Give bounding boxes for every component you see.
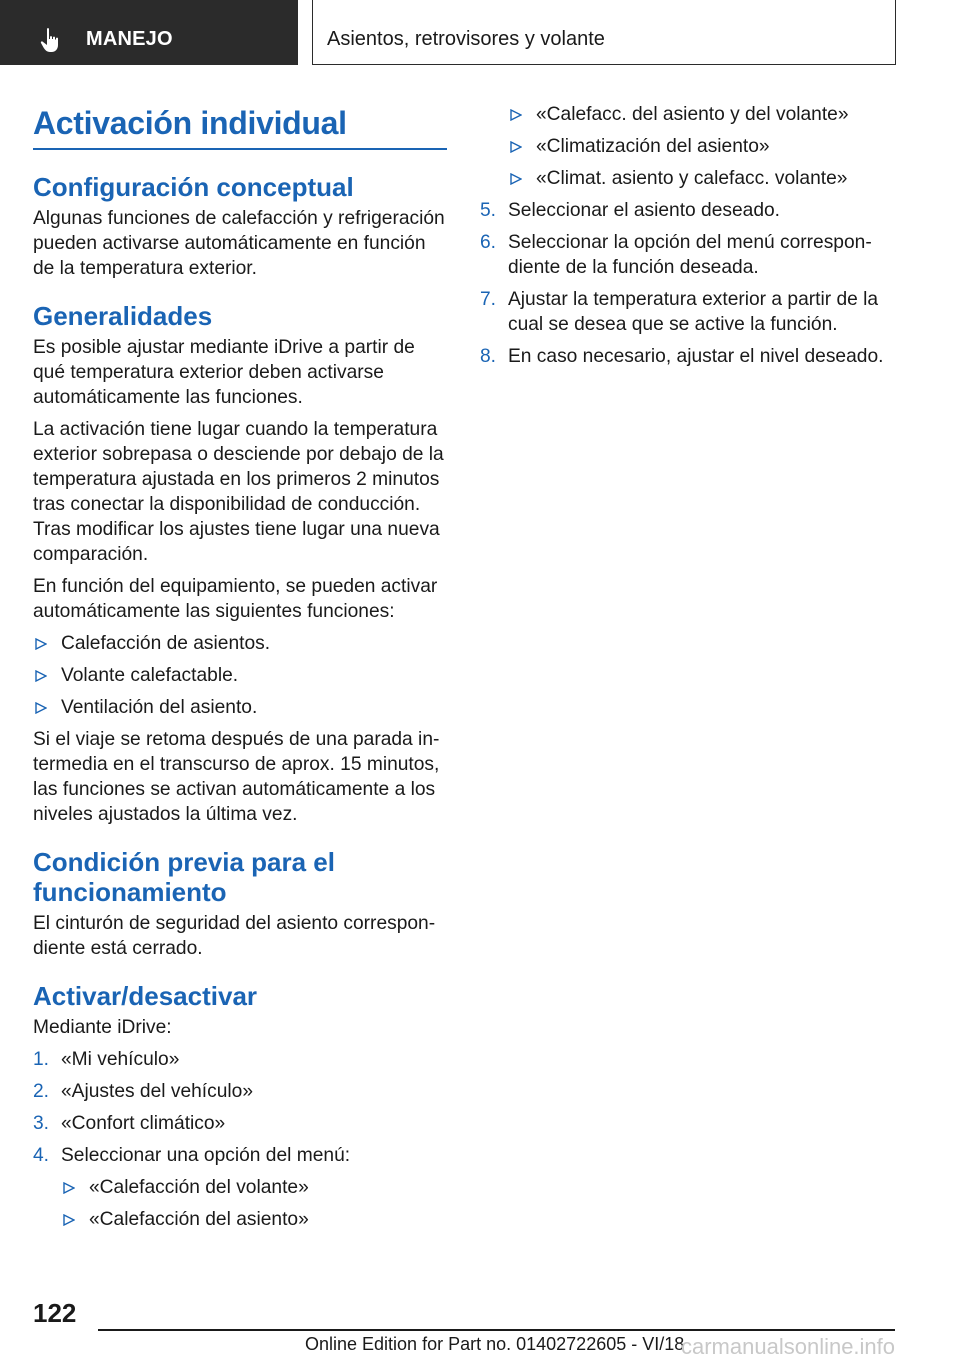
page-title: Activación individual: [33, 105, 347, 141]
triangle-bullet-icon: [63, 1182, 75, 1194]
list-item: «Calefacción del asiento»: [33, 1207, 449, 1232]
steering-hand-icon: [40, 27, 64, 53]
step-number: 1.: [33, 1049, 50, 1070]
step-number: 4.: [33, 1145, 50, 1166]
step-number: 2.: [33, 1081, 50, 1102]
step-item: 5. Seleccionar el asiento deseado.: [480, 200, 781, 221]
auto-function-list: [33, 631, 449, 720]
menu-options-left: [33, 1175, 449, 1232]
triangle-bullet-icon: [35, 638, 47, 650]
toggle-intro: Mediante iDrive:: [33, 1017, 172, 1038]
triangle-bullet-icon: [35, 670, 47, 682]
general-p2: La activación tiene lugar cuando la temperatura exterior sobrepasa o desciende por debajo de la temperatura ajustada en los primeros 2 minutos tras conectar la disponibilidad de conducción. Tras modificar los ajustes tiene lugar una nueva comparación.: [33, 419, 444, 565]
general-p4: Si el viaje se retoma después de una parada intermedia en el transcurso de aprox. 15 minutos, las funciones se activan automáticamente a los niveles ajustados la última vez.: [33, 729, 440, 825]
triangle-bullet-icon: [510, 109, 522, 121]
step-number: 6.: [480, 232, 497, 253]
header-section-tab: [0, 0, 298, 65]
step-item: 4. Seleccionar una opción del menú:: [33, 1145, 351, 1166]
idrive-steps-right: [480, 198, 900, 369]
right-column: [480, 102, 900, 369]
idrive-steps-left: [33, 1047, 449, 1168]
step-number: 5.: [480, 200, 497, 221]
edition-note: Online Edition for Part no. 01402722605 - VI/18: [305, 1334, 685, 1354]
footer-rule: [98, 1329, 895, 1331]
step-item: 6. Seleccionar la opción del menú correspondiente de la función deseada.: [480, 232, 872, 278]
list-item: Ventilación del asiento.: [33, 695, 449, 720]
triangle-bullet-icon: [510, 141, 522, 153]
step-item: 7. Ajustar la temperatura exterior a partir de la cual se desea que se active la función.: [480, 289, 879, 335]
list-item: Volante calefactable.: [33, 663, 449, 688]
list-item: Calefacción de asientos.: [33, 631, 449, 656]
triangle-bullet-icon: [510, 173, 522, 185]
watermark: carmanualsonline.info: [681, 1334, 896, 1359]
triangle-bullet-icon: [35, 702, 47, 714]
step-item: 2. «Ajustes del vehículo»: [33, 1081, 253, 1102]
heading-prereq: Condición previa para el funcionamiento: [33, 847, 335, 907]
step-item: 3. «Confort climático»: [33, 1113, 226, 1134]
left-column: [33, 102, 449, 1232]
title-rule: [33, 148, 447, 150]
list-item: «Climat. asiento y calefacc. volante»: [480, 166, 900, 191]
general-p3: En función del equipamiento, se pueden activar automáticamente las siguientes funciones:: [33, 576, 438, 622]
heading-toggle: Activar/desactivar: [33, 981, 258, 1011]
step-number: 3.: [33, 1113, 50, 1134]
heading-concept: Configuración conceptual: [33, 172, 354, 202]
step-number: 8.: [480, 346, 497, 367]
heading-general: Generalidades: [33, 301, 213, 331]
menu-options-right: [480, 102, 900, 191]
list-item: «Calefacc. del asiento y del volante»: [480, 102, 900, 127]
chapter-title: Asientos, retrovisores y volante: [327, 28, 605, 50]
general-p1: Es posible ajustar mediante iDrive a partir de qué temperatura exterior deben activarse automáticamente las funciones.: [33, 337, 415, 408]
step-item: 8. En caso necesario, ajustar el nivel deseado.: [480, 346, 884, 367]
list-item: «Climatización del asiento»: [480, 134, 900, 159]
triangle-bullet-icon: [63, 1214, 75, 1226]
step-number: 7.: [480, 289, 497, 310]
prereq-text: El cinturón de seguridad del asiento correspondiente está cerrado.: [33, 913, 436, 959]
page-number: 122: [33, 1298, 77, 1328]
list-item: «Calefacción del volante»: [33, 1175, 449, 1200]
section-label: MANEJO: [86, 28, 173, 50]
step-item: 1. «Mi vehículo»: [33, 1049, 180, 1070]
header-chapter-box: [312, 0, 896, 65]
concept-text: Algunas funciones de calefacción y refrigeración pueden activarse automáticamente en función de la temperatura exterior.: [33, 208, 445, 279]
